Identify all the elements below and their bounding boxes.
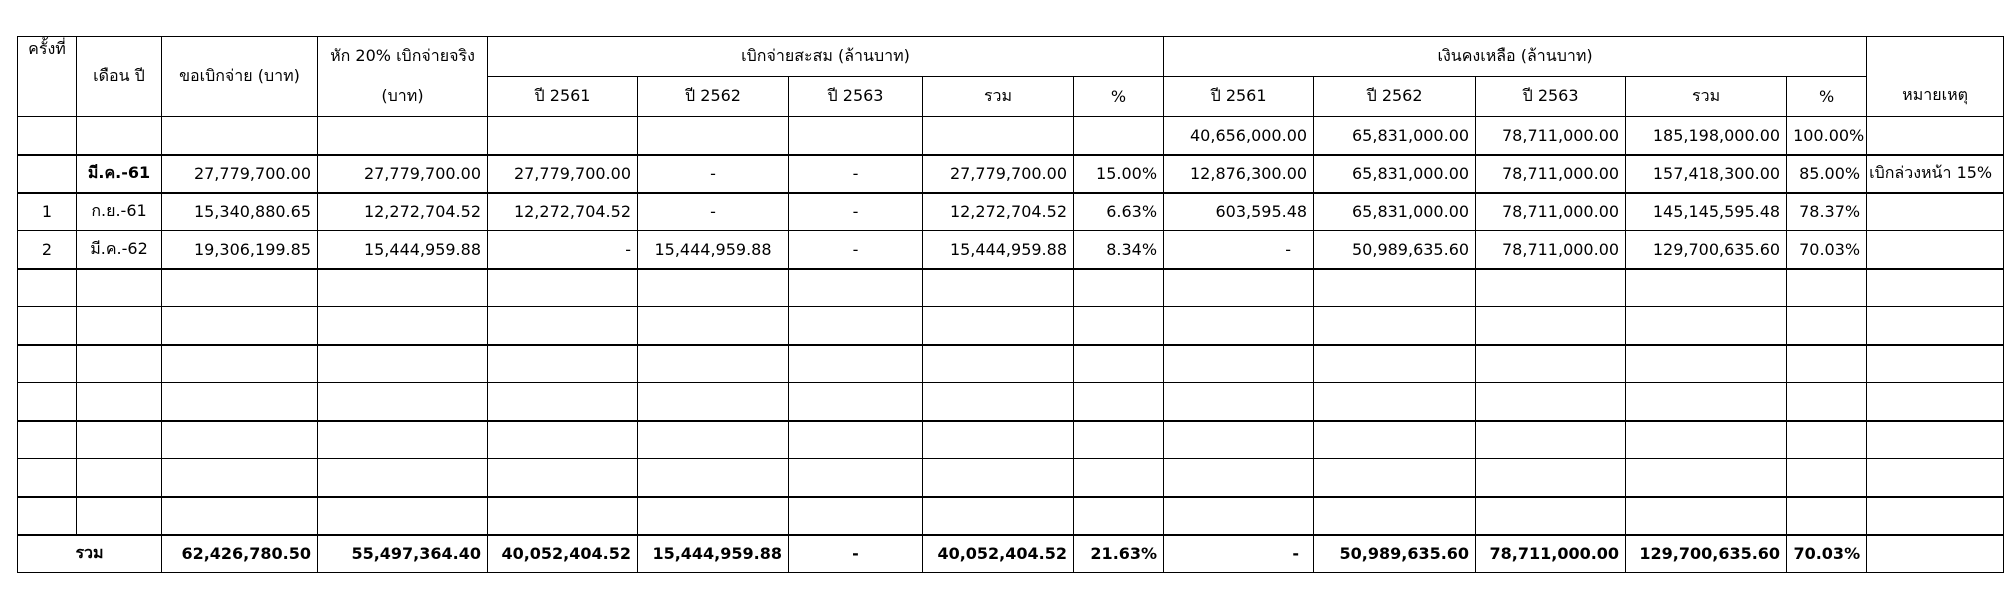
table-cell: 78,711,000.00 [1476, 155, 1626, 193]
empty-cell [162, 497, 318, 535]
disbursement-table [17, 36, 2004, 573]
empty-row [18, 269, 2004, 307]
empty-cell [77, 383, 162, 421]
empty-cell [1314, 459, 1476, 497]
table-body [18, 117, 2004, 535]
header-cumulative-group: เบิกจ่ายสะสม (ล้านบาท) [488, 37, 1164, 77]
empty-cell [1626, 497, 1787, 535]
table-cell: มี.ค.-62 [77, 231, 162, 269]
empty-cell [18, 383, 77, 421]
empty-cell [1476, 269, 1626, 307]
empty-cell [1164, 421, 1314, 459]
empty-row [18, 421, 2004, 459]
table-cell: - [488, 231, 638, 269]
empty-cell [1164, 383, 1314, 421]
empty-cell [1074, 497, 1164, 535]
empty-cell [488, 497, 638, 535]
empty-cell [318, 269, 488, 307]
empty-cell [1626, 269, 1787, 307]
total-cell: 15,444,959.88 [638, 535, 789, 573]
empty-cell [1164, 497, 1314, 535]
header-balance-group: เงินคงเหลือ (ล้านบาท) [1164, 37, 1867, 77]
empty-cell [1626, 421, 1787, 459]
empty-cell [1074, 421, 1164, 459]
table-cell: 12,272,704.52 [318, 193, 488, 231]
table-cell: 15,444,959.88 [923, 231, 1074, 269]
header-month: เดือน ปี [77, 37, 162, 117]
empty-cell [488, 345, 638, 383]
empty-cell [1476, 421, 1626, 459]
empty-cell [1867, 383, 2004, 421]
empty-cell [162, 307, 318, 345]
empty-cell [789, 269, 923, 307]
empty-cell [1787, 383, 1867, 421]
empty-cell [318, 383, 488, 421]
empty-cell [1476, 497, 1626, 535]
total-cell: - [789, 535, 923, 573]
table-cell: 1 [18, 193, 77, 231]
empty-row [18, 497, 2004, 535]
table-cell: 100.00% [1787, 117, 1867, 155]
table-cell: - [638, 193, 789, 231]
table-cell: 12,272,704.52 [488, 193, 638, 231]
empty-cell [1867, 459, 2004, 497]
header-deduct-line1: หัก 20% เบิกจ่ายจริง [318, 37, 488, 77]
empty-cell [638, 307, 789, 345]
total-cell: 50,989,635.60 [1314, 535, 1476, 573]
table-cell: เบิกล่วงหน้า 15% [1867, 155, 2004, 193]
empty-cell [638, 421, 789, 459]
empty-cell [1787, 459, 1867, 497]
table-cell: 15,340,880.65 [162, 193, 318, 231]
table-cell: 12,876,300.00 [1164, 155, 1314, 193]
total-cell: 62,426,780.50 [162, 535, 318, 573]
empty-cell [318, 459, 488, 497]
empty-cell [162, 345, 318, 383]
empty-cell [789, 421, 923, 459]
empty-cell [1626, 383, 1787, 421]
empty-cell [789, 497, 923, 535]
table-cell: 85.00% [1787, 155, 1867, 193]
table-cell: 65,831,000.00 [1314, 193, 1476, 231]
table-cell: 12,272,704.52 [923, 193, 1074, 231]
table-cell: 65,831,000.00 [1314, 155, 1476, 193]
empty-cell [923, 269, 1074, 307]
total-remark-cell [1867, 535, 2004, 573]
empty-cell [318, 307, 488, 345]
empty-cell [1164, 459, 1314, 497]
empty-cell [18, 459, 77, 497]
empty-cell [488, 383, 638, 421]
table-cell: 65,831,000.00 [1314, 117, 1476, 155]
empty-cell [1476, 307, 1626, 345]
header-cum-percent: % [1074, 77, 1164, 117]
empty-cell [638, 269, 789, 307]
empty-cell [638, 345, 789, 383]
table-row [18, 193, 2004, 231]
table-cell [18, 117, 77, 155]
empty-cell [923, 459, 1074, 497]
table-cell: 2 [18, 231, 77, 269]
empty-cell [789, 307, 923, 345]
table-cell [1074, 117, 1164, 155]
empty-cell [1164, 345, 1314, 383]
empty-cell [1074, 345, 1164, 383]
empty-cell [1867, 497, 2004, 535]
empty-cell [162, 383, 318, 421]
empty-cell [162, 459, 318, 497]
header-deduct-line2: (บาท) [318, 77, 488, 117]
empty-cell [1074, 459, 1164, 497]
table-cell: 15.00% [1074, 155, 1164, 193]
table-row [18, 155, 2004, 193]
header-bal-2562: ปี 2562 [1314, 77, 1476, 117]
empty-cell [1867, 345, 2004, 383]
table-cell: 78.37% [1787, 193, 1867, 231]
table-cell: 8.34% [1074, 231, 1164, 269]
table-cell: 78,711,000.00 [1476, 193, 1626, 231]
table-cell [789, 117, 923, 155]
empty-cell [18, 345, 77, 383]
empty-cell [1074, 269, 1164, 307]
table-cell [18, 155, 77, 193]
header-bal-total: รวม [1626, 77, 1787, 117]
table-cell [638, 117, 789, 155]
table-cell [162, 117, 318, 155]
table-cell: 185,198,000.00 [1626, 117, 1787, 155]
header-request: ขอเบิกจ่าย (บาท) [162, 37, 318, 117]
header-bal-2563: ปี 2563 [1476, 77, 1626, 117]
table-cell [1867, 193, 2004, 231]
table-cell: ก.ย.-61 [77, 193, 162, 231]
table-cell: 70.03% [1787, 231, 1867, 269]
table-cell [923, 117, 1074, 155]
table-cell: 145,145,595.48 [1626, 193, 1787, 231]
table-cell: 78,711,000.00 [1476, 231, 1626, 269]
empty-cell [1626, 307, 1787, 345]
table-cell: - [638, 155, 789, 193]
table-cell: 603,595.48 [1164, 193, 1314, 231]
empty-cell [162, 269, 318, 307]
empty-cell [488, 459, 638, 497]
total-cell: 70.03% [1787, 535, 1867, 573]
empty-cell [638, 459, 789, 497]
empty-cell [1164, 269, 1314, 307]
empty-cell [77, 307, 162, 345]
table-cell: 129,700,635.60 [1626, 231, 1787, 269]
empty-cell [1867, 421, 2004, 459]
empty-cell [1314, 269, 1476, 307]
header-no: ครั้งที่ [18, 37, 77, 117]
empty-cell [318, 345, 488, 383]
header-cum-total: รวม [923, 77, 1074, 117]
table-cell: 6.63% [1074, 193, 1164, 231]
empty-cell [1626, 345, 1787, 383]
empty-cell [923, 421, 1074, 459]
empty-cell [1787, 269, 1867, 307]
total-label: รวม [18, 535, 162, 573]
empty-cell [1787, 497, 1867, 535]
empty-cell [1867, 269, 2004, 307]
empty-row [18, 345, 2004, 383]
total-cell: 78,711,000.00 [1476, 535, 1626, 573]
empty-cell [488, 421, 638, 459]
total-cell: 40,052,404.52 [923, 535, 1074, 573]
table-cell [488, 117, 638, 155]
table-cell [1867, 231, 2004, 269]
empty-cell [18, 421, 77, 459]
total-cell: 21.63% [1074, 535, 1164, 573]
empty-row [18, 307, 2004, 345]
header-row-1 [18, 37, 2004, 77]
empty-cell [1787, 421, 1867, 459]
empty-cell [1476, 383, 1626, 421]
table-cell: 157,418,300.00 [1626, 155, 1787, 193]
table-cell: - [789, 231, 923, 269]
empty-cell [638, 383, 789, 421]
table-cell: 40,656,000.00 [1164, 117, 1314, 155]
empty-cell [77, 269, 162, 307]
table-cell: 78,711,000.00 [1476, 117, 1626, 155]
table-cell: มี.ค.-61 [77, 155, 162, 193]
empty-cell [318, 421, 488, 459]
empty-cell [789, 383, 923, 421]
table-row [18, 231, 2004, 269]
header-cum-2563: ปี 2563 [789, 77, 923, 117]
empty-cell [1867, 307, 2004, 345]
table-cell: - [1164, 231, 1314, 269]
header-bal-2561: ปี 2561 [1164, 77, 1314, 117]
empty-cell [162, 421, 318, 459]
empty-cell [1164, 307, 1314, 345]
empty-cell [77, 421, 162, 459]
empty-cell [488, 269, 638, 307]
empty-cell [923, 307, 1074, 345]
table-header [18, 37, 2004, 117]
total-cell: 129,700,635.60 [1626, 535, 1787, 573]
empty-cell [923, 497, 1074, 535]
empty-cell [789, 459, 923, 497]
header-bal-percent: % [1787, 77, 1867, 117]
empty-cell [488, 307, 638, 345]
empty-cell [18, 307, 77, 345]
table-cell: 27,779,700.00 [488, 155, 638, 193]
header-cum-2562: ปี 2562 [638, 77, 789, 117]
total-cell: 55,497,364.40 [318, 535, 488, 573]
empty-cell [1787, 345, 1867, 383]
empty-cell [638, 497, 789, 535]
empty-cell [18, 497, 77, 535]
empty-cell [1314, 497, 1476, 535]
table-cell: 15,444,959.88 [318, 231, 488, 269]
empty-cell [77, 345, 162, 383]
table-cell [77, 117, 162, 155]
table-cell [1867, 117, 2004, 155]
empty-cell [1074, 307, 1164, 345]
empty-cell [1314, 421, 1476, 459]
empty-cell [789, 345, 923, 383]
table-cell: 15,444,959.88 [638, 231, 789, 269]
table-cell: 27,779,700.00 [318, 155, 488, 193]
empty-cell [77, 497, 162, 535]
table-footer [18, 535, 2004, 573]
table-cell: - [789, 155, 923, 193]
total-cell: 40,052,404.52 [488, 535, 638, 573]
table-row [18, 117, 2004, 155]
empty-cell [1626, 459, 1787, 497]
header-cum-2561: ปี 2561 [488, 77, 638, 117]
empty-row [18, 383, 2004, 421]
total-row [18, 535, 2004, 573]
empty-cell [1476, 459, 1626, 497]
header-remark: หมายเหตุ [1867, 37, 2004, 117]
empty-cell [77, 459, 162, 497]
table-cell: 27,779,700.00 [923, 155, 1074, 193]
total-cell: - [1164, 535, 1314, 573]
table-cell: 27,779,700.00 [162, 155, 318, 193]
empty-cell [1476, 345, 1626, 383]
table-cell [318, 117, 488, 155]
empty-cell [318, 497, 488, 535]
empty-row [18, 459, 2004, 497]
empty-cell [1787, 307, 1867, 345]
table-cell: - [789, 193, 923, 231]
empty-cell [1314, 307, 1476, 345]
empty-cell [923, 383, 1074, 421]
empty-cell [1314, 345, 1476, 383]
empty-cell [1314, 383, 1476, 421]
table-cell: 19,306,199.85 [162, 231, 318, 269]
empty-cell [923, 345, 1074, 383]
empty-cell [18, 269, 77, 307]
table-cell: 50,989,635.60 [1314, 231, 1476, 269]
empty-cell [1074, 383, 1164, 421]
